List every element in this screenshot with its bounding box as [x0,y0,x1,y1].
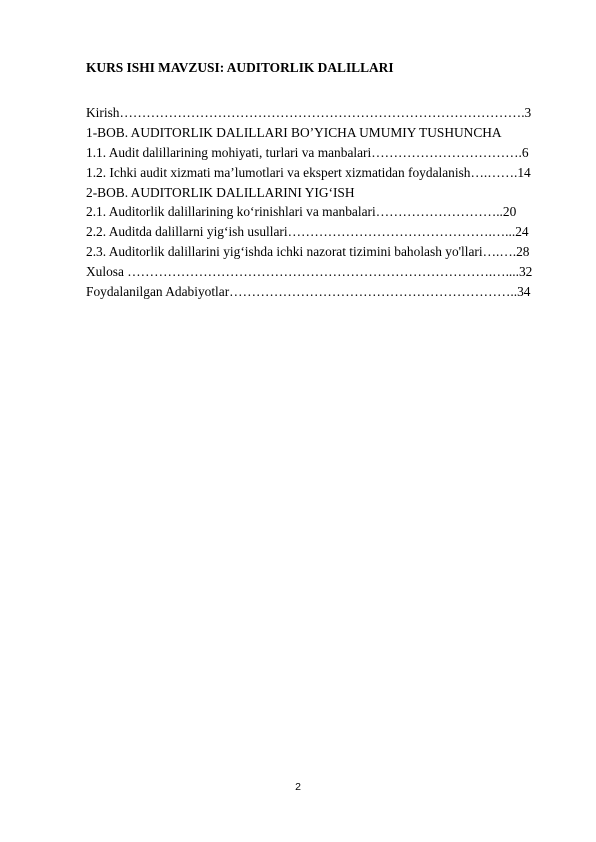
page-number: 2 [295,781,301,793]
toc-entry-kirish: Kirish……………………………………………………………………………….3 [86,105,532,120]
toc-entry-chapter-1: 1-BOB. AUDITORLIK DALILLARI BO’YICHA UMUMIY TUSHUNCHA [86,124,502,140]
toc-entry-adabiyotlar: Foydalanilgan Adabiyotlar………………………………………………………..34 [86,284,531,300]
toc-entry-section-2-3: 2.3. Auditorlik dalillarini yig‘ishda ichki nazorat tizimini baholash yo'llari….….28 [86,244,530,260]
toc-entry-section-2-1: 2.1. Auditorlik dalillarining ko‘rinishlari va manbalari………………………..20 [86,204,517,220]
document-title: KURS ISHI MAVZUSI: AUDITORLIK DALILLARI [86,60,394,75]
toc-entry-section-1-2: 1.2. Ichki audit xizmati ma’lumotlari va ekspert xizmatidan foydalanish….…….14 [86,164,531,180]
toc-entry-section-2-2: 2.2. Auditda dalillarni yig‘ish usullari……………………………………….…...24 [86,224,529,240]
toc-entry-section-1-1: 1.1. Audit dalillarining mohiyati, turlari va manbalari…………………………….6 [86,144,529,160]
toc-entry-xulosa: Xulosa ……………………………………………………………………….…....32 [86,264,533,280]
table-of-contents [86,103,556,302]
toc-entry-chapter-2: 2-BOB. AUDITORLIK DALILLARINI YIG‘ISH [86,184,355,200]
